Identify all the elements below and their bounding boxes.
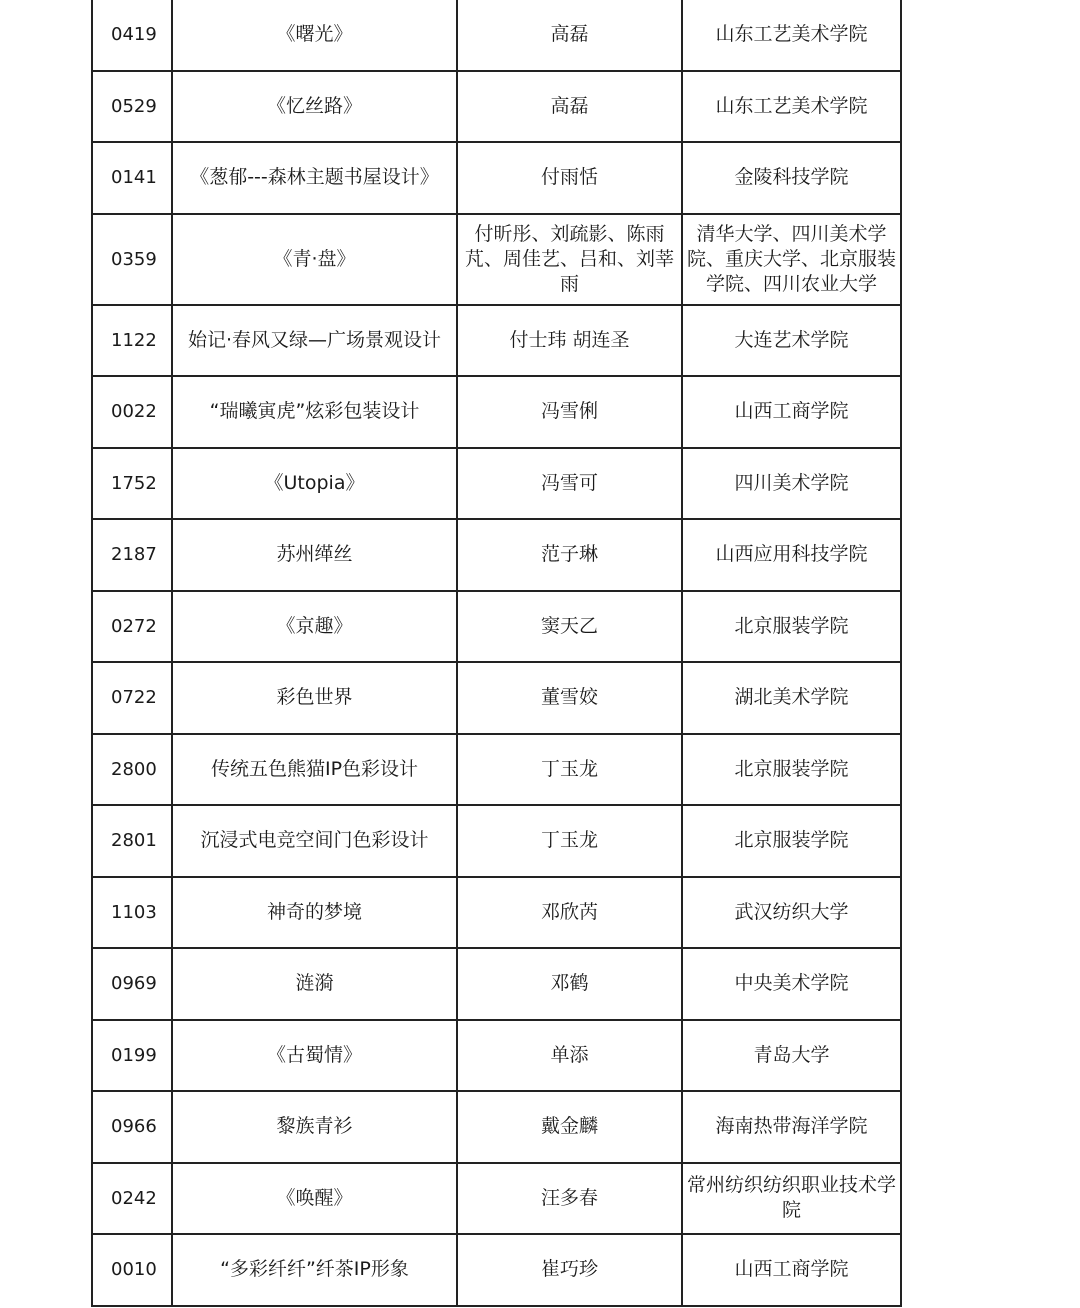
- table-row: [93, 878, 900, 950]
- work-title: 《忆丝路》: [173, 72, 458, 142]
- table-row: [93, 72, 900, 144]
- entry-id: 0010: [93, 1235, 173, 1305]
- work-title: 《唤醒》: [173, 1164, 458, 1234]
- author-name: 丁玉龙: [458, 806, 683, 876]
- table-row: [93, 215, 900, 306]
- table-row: [93, 1164, 900, 1236]
- work-title: 《京趣》: [173, 592, 458, 662]
- table-row: [93, 949, 900, 1021]
- author-name: 冯雪可: [458, 449, 683, 519]
- school-name: 大连艺术学院: [734, 328, 849, 351]
- work-title: “瑞曦寅虎”炫彩包装设计: [173, 377, 458, 447]
- table-row: [93, 1235, 900, 1307]
- work-title: 涟漪: [173, 949, 458, 1019]
- school-name: 北京服装学院: [734, 614, 849, 637]
- work-title: 苏州缂丝: [173, 520, 458, 590]
- entry-id: 1122: [93, 306, 173, 376]
- entry-id: 2800: [93, 735, 173, 805]
- school-name: 山西应用科技学院: [715, 543, 868, 566]
- entry-id: 0966: [93, 1092, 173, 1162]
- work-title: 沉浸式电竞空间门色彩设计: [173, 806, 458, 876]
- table-row: [93, 806, 900, 878]
- school-name: 湖北美术学院: [734, 686, 849, 709]
- school-name: 山东工艺美术学院: [715, 23, 868, 46]
- table-row: [93, 663, 900, 735]
- school-name: 金陵科技学院: [734, 166, 849, 189]
- school-name: 青岛大学: [753, 1043, 830, 1066]
- table-row: [93, 0, 900, 72]
- author-name: 窦天乙: [458, 592, 683, 662]
- work-title: 《Utopia》: [173, 449, 458, 519]
- author-name: 付雨恬: [458, 143, 683, 213]
- table-row: [93, 377, 900, 449]
- table-row: [93, 1021, 900, 1093]
- school-name: 北京服装学院: [734, 757, 849, 780]
- author-name: 高磊: [458, 72, 683, 142]
- entry-id: 0199: [93, 1021, 173, 1091]
- entry-id: 0419: [93, 0, 173, 70]
- author-name: 范子琳: [458, 520, 683, 590]
- entry-id: 0969: [93, 949, 173, 1019]
- table-row: [93, 306, 900, 378]
- author-name: 冯雪俐: [458, 377, 683, 447]
- work-title: 《古蜀情》: [173, 1021, 458, 1091]
- author-name: 付士玮 胡连圣: [458, 306, 683, 376]
- school-name: 常州纺织纺织职业技术学院: [687, 1174, 897, 1222]
- entry-id: 0242: [93, 1164, 173, 1234]
- entry-id: 0022: [93, 377, 173, 447]
- work-title: 始记·春风又绿—广场景观设计: [173, 306, 458, 376]
- table-row: [93, 735, 900, 807]
- work-title: 传统五色熊猫IP色彩设计: [173, 735, 458, 805]
- entry-id: 0272: [93, 592, 173, 662]
- work-title: 《葱郁---森林主题书屋设计》: [173, 143, 458, 213]
- school-name: 中央美术学院: [734, 972, 849, 995]
- school-name: 北京服装学院: [734, 829, 849, 852]
- work-title: 黎族青衫: [173, 1092, 458, 1162]
- author-name: 邓鹤: [458, 949, 683, 1019]
- results-table: [91, 0, 902, 1307]
- school-name: 四川美术学院: [734, 471, 849, 494]
- table-row: [93, 520, 900, 592]
- author-name: 高磊: [458, 0, 683, 70]
- entry-id: 1752: [93, 449, 173, 519]
- school-name: 山西工商学院: [734, 400, 849, 423]
- work-title: 神奇的梦境: [173, 878, 458, 948]
- author-name: 单添: [458, 1021, 683, 1091]
- author-name: 邓欣芮: [458, 878, 683, 948]
- author-name: 汪多春: [458, 1164, 683, 1234]
- work-title: 《曙光》: [173, 0, 458, 70]
- entry-id: 0359: [93, 215, 173, 304]
- school-name: 清华大学、四川美术学院、重庆大学、北京服装学院、四川农业大学: [687, 222, 897, 295]
- entry-id: 0722: [93, 663, 173, 733]
- school-name: 山西工商学院: [734, 1258, 849, 1281]
- entry-id: 2187: [93, 520, 173, 590]
- school-name: 海南热带海洋学院: [715, 1115, 868, 1138]
- entry-id: 0141: [93, 143, 173, 213]
- work-title: 《青·盘》: [173, 215, 458, 304]
- entry-id: 0529: [93, 72, 173, 142]
- entry-id: 1103: [93, 878, 173, 948]
- author-name: 董雪姣: [458, 663, 683, 733]
- author-name: 丁玉龙: [458, 735, 683, 805]
- author-name: 戴金麟: [458, 1092, 683, 1162]
- author-name: 崔巧珍: [458, 1235, 683, 1305]
- table-row: [93, 449, 900, 521]
- table-row: [93, 143, 900, 215]
- entry-id: 2801: [93, 806, 173, 876]
- author-name: 付昕彤、刘疏影、陈雨芃、周佳艺、吕和、刘莘雨: [458, 215, 683, 304]
- work-title: 彩色世界: [173, 663, 458, 733]
- table-row: [93, 1092, 900, 1164]
- school-name: 山东工艺美术学院: [715, 94, 868, 117]
- school-name: 武汉纺织大学: [734, 900, 849, 923]
- table-row: [93, 592, 900, 664]
- work-title: “多彩纤纤”纤茶IP形象: [173, 1235, 458, 1305]
